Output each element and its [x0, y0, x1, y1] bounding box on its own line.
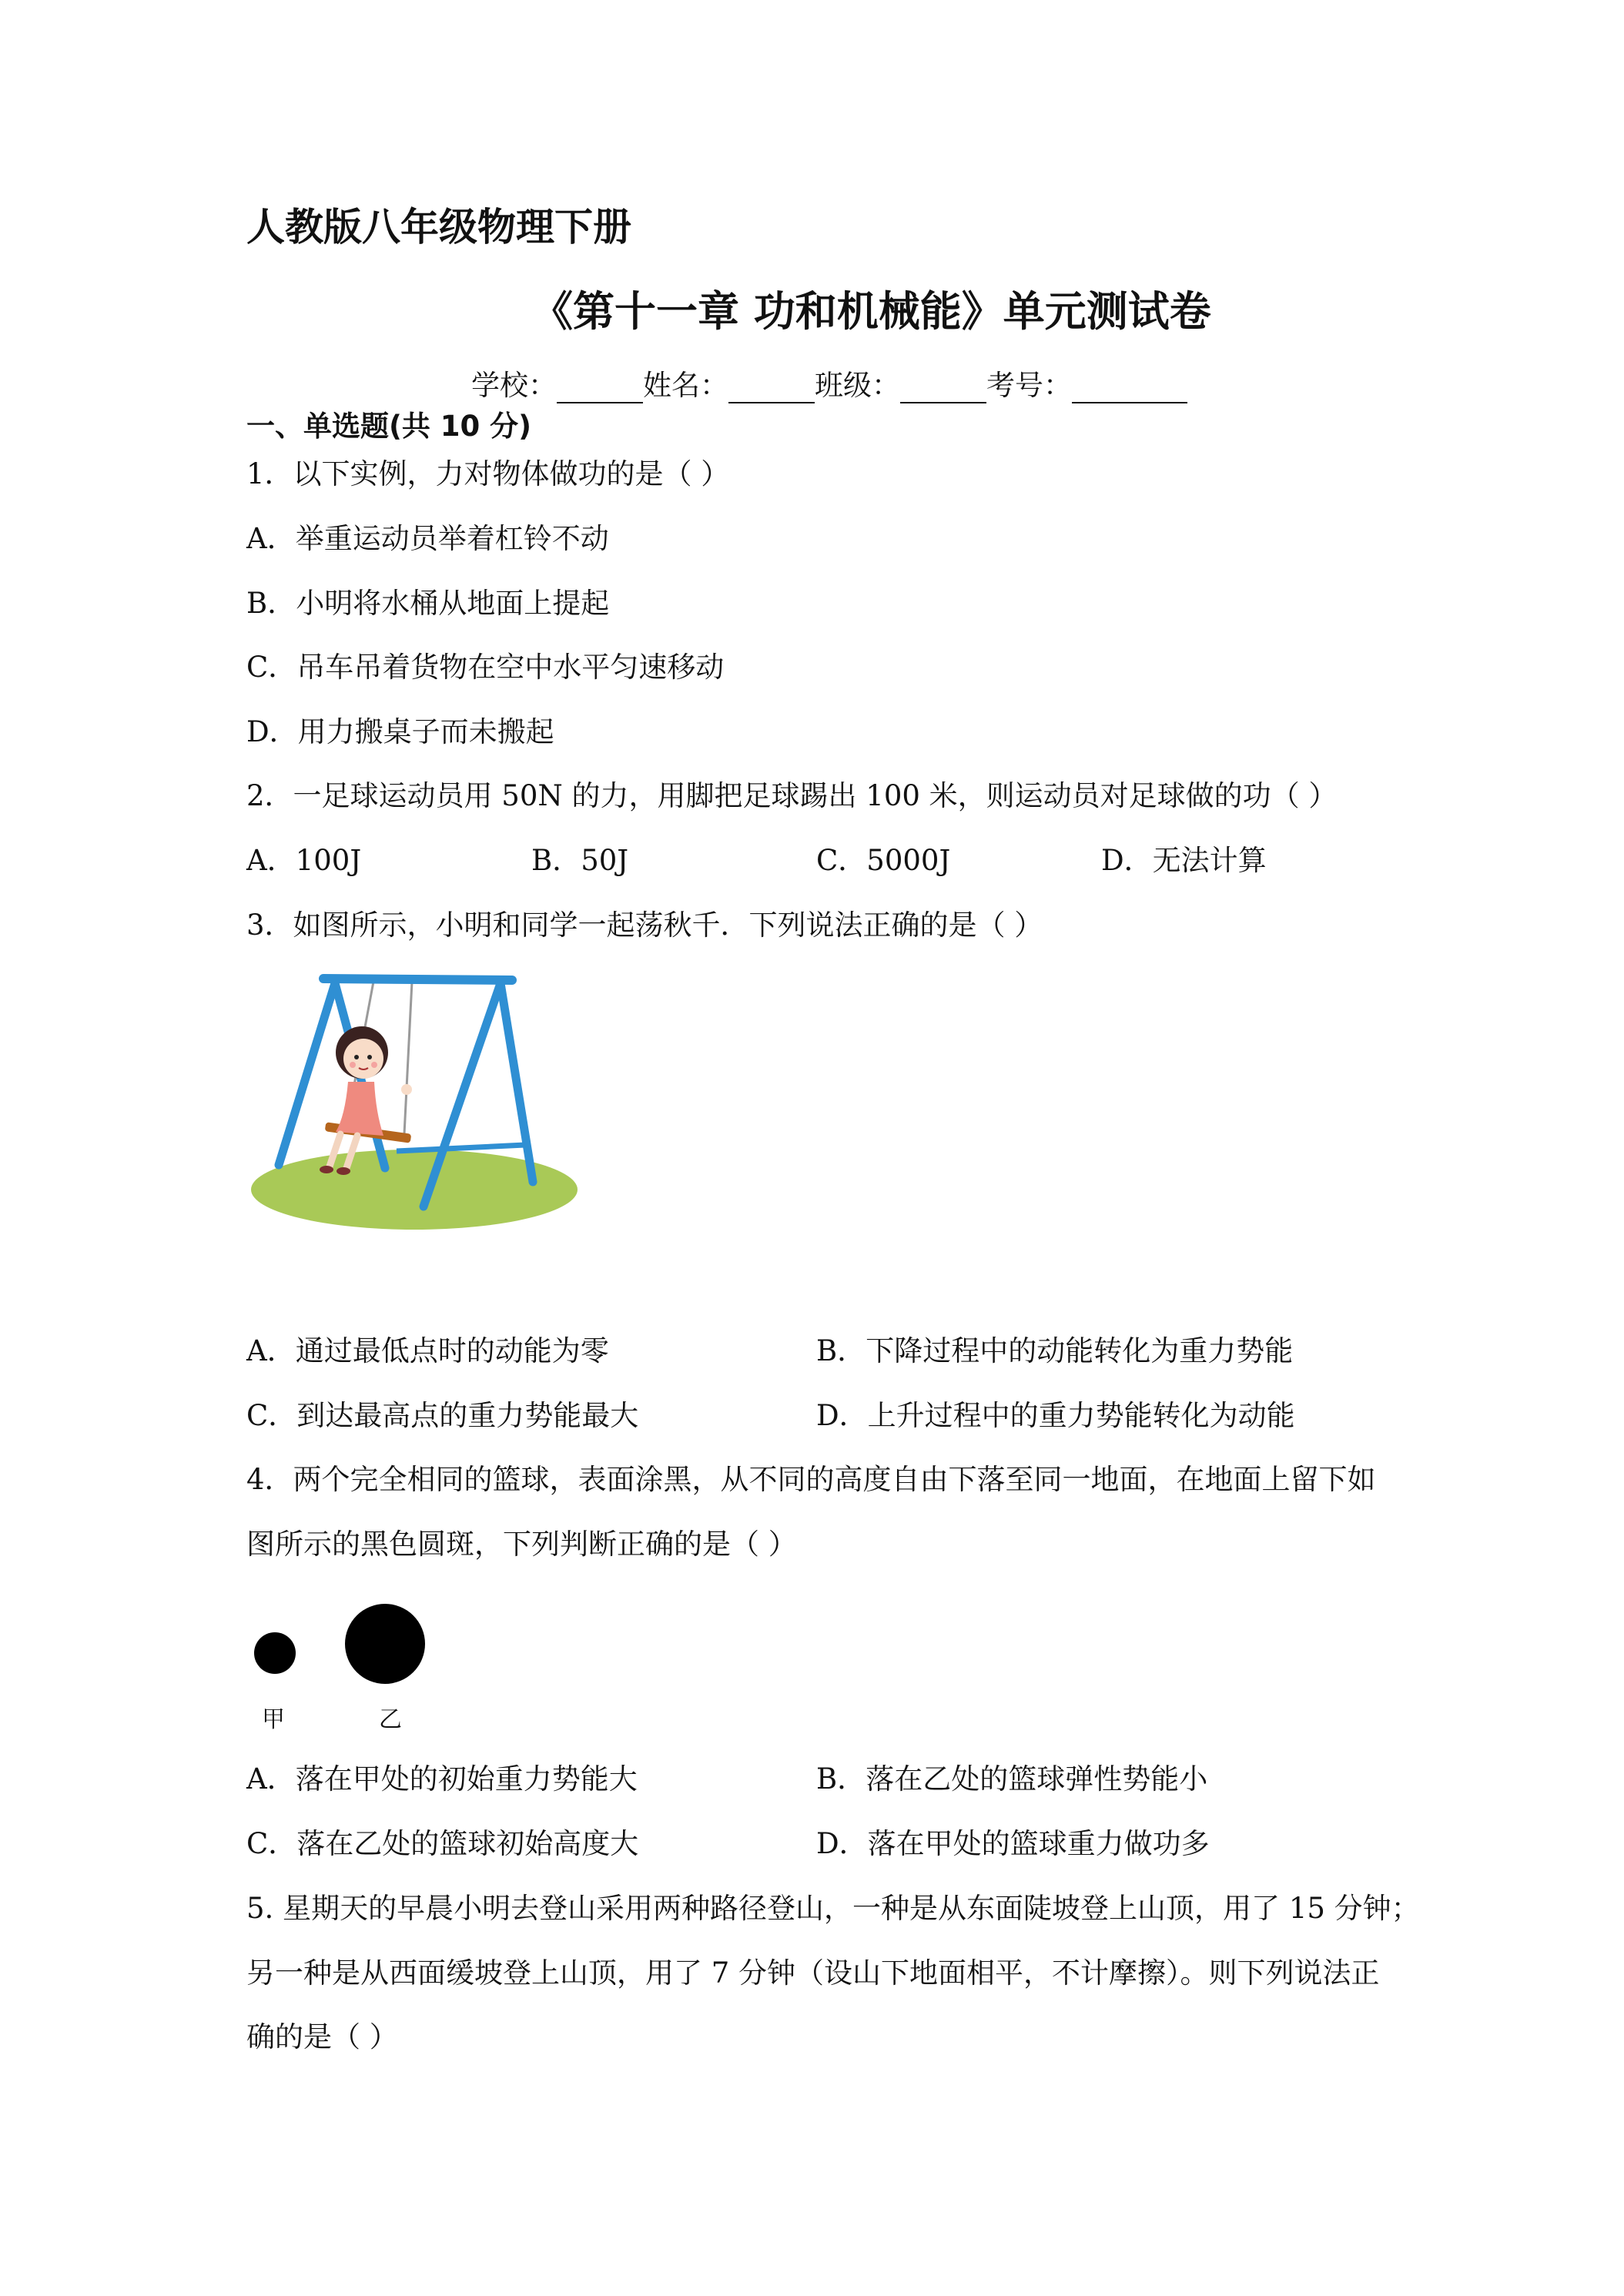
book-title: 人教版八年级物理下册 [246, 205, 631, 249]
question-5-stem-line1: 5. 星期天的早晨小明去登山采用两种路径登山，一种是从东面陡坡登上山顶，用了 15 分钟； [246, 1892, 1420, 1925]
name-label: 姓名： [643, 369, 728, 402]
question-5-stem-line2: 另一种是从西面缓坡登上山顶，用了 7 分钟（设山下地面相平，不计摩擦）。则下列说法正 [246, 1956, 1380, 1990]
exam-no-blank[interactable] [1072, 371, 1187, 403]
name-blank[interactable] [728, 371, 815, 403]
school-blank[interactable] [557, 371, 643, 403]
girl-eye-left [354, 1055, 359, 1059]
section-title: 一、单选题(共 10 分) [246, 410, 532, 443]
question-2-option-a: A．100J [246, 844, 362, 877]
question-3-option-c: C．到达最高点的重力势能最大 [246, 1399, 639, 1432]
question-1-stem: 1．以下实例，力对物体做功的是（ ） [246, 457, 730, 490]
question-3-option-a: A．通过最低点时的动能为零 [246, 1334, 609, 1367]
class-label: 班级： [815, 369, 900, 402]
question-1-option-d: D．用力搬桌子而未搬起 [246, 715, 554, 748]
spot-label-yi: 乙 [379, 1706, 402, 1733]
girl-eye-right [367, 1055, 372, 1059]
swing-frame-cross-bar [397, 1145, 525, 1151]
girl-cheek-left [350, 1062, 356, 1068]
swing-frame-top-bar [323, 979, 512, 980]
question-5-stem-line3: 确的是（ ） [246, 2020, 398, 2053]
question-1-option-c: C．吊车吊着货物在空中水平匀速移动 [246, 651, 725, 684]
info-line [471, 362, 1187, 403]
question-2-option-c: C．5000J [816, 844, 951, 877]
girl-cheek-right [371, 1062, 377, 1068]
girl-dress [336, 1082, 383, 1136]
question-4-option-d: D．落在甲处的篮球重力做功多 [816, 1827, 1210, 1860]
test-title: 《第十一章 功和机械能》单元测试卷 [531, 287, 1211, 336]
girl-shoe-right [337, 1167, 350, 1175]
swing-frame-left-front [279, 983, 335, 1165]
small-black-spot [254, 1632, 296, 1674]
question-4-option-c: C．落在乙处的篮球初始高度大 [246, 1827, 639, 1860]
swing-frame-right-back [501, 983, 533, 1182]
question-2-option-d: D．无法计算 [1101, 844, 1267, 877]
question-4-stem-line1: 4．两个完全相同的篮球，表面涂黑，从不同的高度自由下落至同一地面，在地面上留下如 [246, 1463, 1376, 1496]
question-1-option-a: A．举重运动员举着杠铃不动 [246, 522, 609, 555]
question-3-stem: 3．如图所示，小明和同学一起荡秋千．下列说法正确的是（ ） [246, 909, 1043, 942]
question-2-option-b: B．50J [531, 844, 629, 877]
exam-no-label: 考号： [986, 369, 1072, 402]
question-4-stem-line2: 图所示的黑色圆斑，下列判断正确的是（ ） [246, 1528, 797, 1561]
school-label: 学校： [471, 369, 557, 402]
swing-illustration [246, 966, 585, 1243]
swing-rope-right [404, 982, 412, 1134]
question-4-option-b: B．落在乙处的篮球弹性势能小 [816, 1762, 1208, 1796]
question-4-option-a: A．落在甲处的初始重力势能大 [246, 1762, 638, 1796]
spot-label-jia: 甲 [262, 1706, 285, 1733]
question-2-stem: 2．一足球运动员用 50N 的力，用脚把足球踢出 100 米，则运动员对足球做的功（ ） [246, 779, 1338, 812]
large-black-spot [345, 1604, 425, 1684]
girl-face [343, 1039, 383, 1079]
question-3-option-b: B．下降过程中的动能转化为重力势能 [816, 1334, 1294, 1367]
girl-hand [401, 1084, 412, 1095]
girl-shoe-left [320, 1166, 333, 1173]
question-3-option-d: D．上升过程中的重力势能转化为动能 [816, 1399, 1295, 1432]
class-blank[interactable] [900, 371, 986, 403]
question-1-option-b: B．小明将水桶从地面上提起 [246, 587, 610, 620]
